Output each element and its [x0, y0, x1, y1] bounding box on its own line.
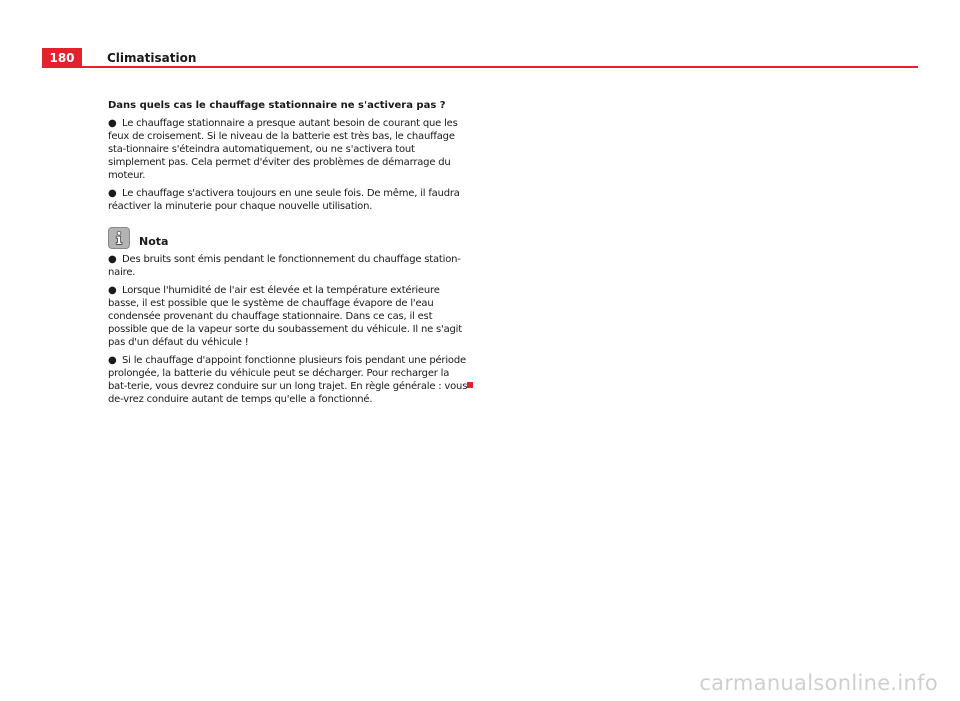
bullet-glyph: ●: [108, 355, 117, 366]
bullet-glyph: ●: [108, 118, 117, 129]
bullet-glyph: ●: [108, 188, 117, 199]
bullet-glyph: ●: [108, 285, 117, 296]
nota-bullet-3: [108, 354, 468, 406]
nota-bullet-2: [108, 284, 468, 349]
section-bullet-text-2: Le chauffage s'activera toujours en une seule fois. De même, il faudra réactiver la minuterie pour chaque nouvelle utilisation.: [108, 188, 460, 212]
section-bullet-1: [108, 117, 468, 182]
page-header: [42, 48, 918, 68]
header-rule: [42, 66, 918, 68]
nota-bullet-text-2: Lorsque l'humidité de l'air est élevée et la température extérieure basse, il est possible que le système de chauffage évapore de l'eau condensée provenant du chauffage stationnaire. Dans ce cas, il est possible que de la vapeur sorte du soubassement du véhicule. Il ne s'agit pas d'un défaut du véhicule !: [108, 285, 462, 348]
page-number: 180: [42, 48, 82, 68]
nota-bullet-text-1: Des bruits sont émis pendant le fonctionnement du chauffage station-naire.: [108, 254, 461, 278]
nota-label: Nota: [139, 235, 169, 248]
nota-heading: [108, 227, 468, 253]
info-icon: [108, 227, 130, 249]
nota-bullet-1: [108, 253, 468, 279]
section-bullet-text-1: Le chauffage stationnaire a presque autant besoin de courant que les feux de croisement. Si le niveau de la batterie est très bas, le chauffage sta-tionnaire s'éteindra automatiquement, ou ne s'activera tout simplement pas. Cela permet d'éviter des problèmes de démarrage du moteur.: [108, 118, 458, 181]
watermark: carmanualsonline.info: [699, 671, 938, 695]
content-column: [108, 99, 468, 411]
section-bullet-2: [108, 187, 468, 213]
section-end-mark: [467, 382, 473, 388]
nota-bullet-text-3: Si le chauffage d'appoint fonctionne plusieurs fois pendant une période prolongée, la batterie du véhicule peut se décharger. Pour recharger la bat-terie, vous devrez conduire sur un long trajet. En règle générale : vous de-vrez conduire autant de temps qu'elle a fonctionné.: [108, 355, 468, 405]
section-heading: Dans quels cas le chauffage stationnaire ne s'activera pas ?: [108, 100, 446, 111]
chapter-title: Climatisation: [107, 51, 197, 65]
bullet-glyph: ●: [108, 254, 117, 265]
